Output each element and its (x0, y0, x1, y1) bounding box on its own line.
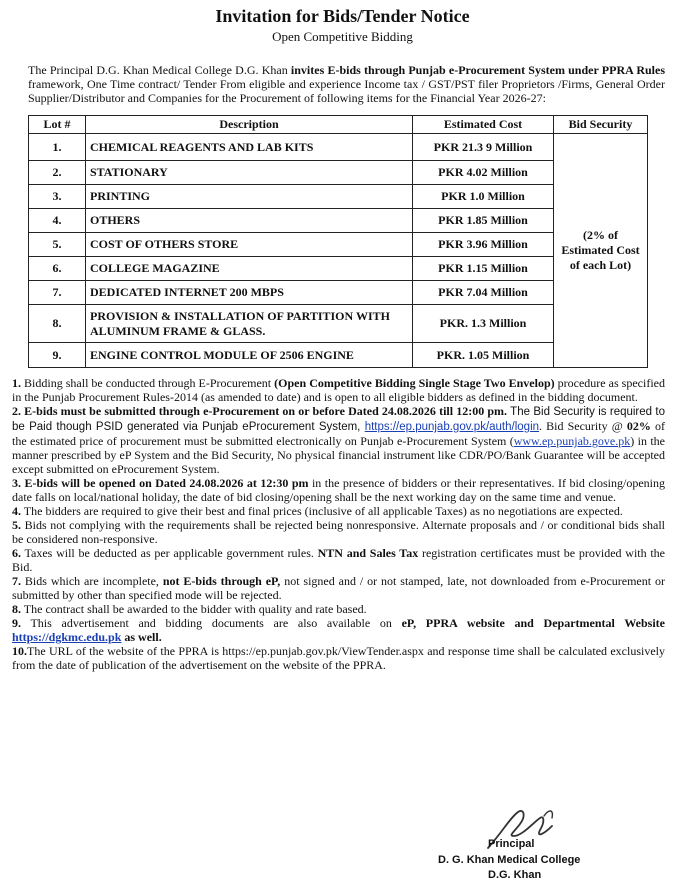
term-2 (12, 404, 665, 476)
intro-text-end: framework, One Time contract/ Tender From eligible and experience Income tax / GST/PST filer Proprietors /Firms, General Order Supplier/Distributor and Companies for the Procurement of following items for the Financial Year 2026-27: (28, 77, 665, 105)
term-number: 1. (12, 376, 21, 390)
term-bold-text: must be submitted through e-Procurement on or before Dated 24.08.2026 till 12:00 pm. (60, 404, 508, 418)
term-text: Bidding shall be conducted through E-Procurement (21, 376, 275, 390)
term-text: Taxes will be deducted as per applicable government rules. (21, 546, 318, 560)
term-text: registration certificates must be provided with the Bid. (12, 546, 666, 574)
term-number: 2. (12, 404, 21, 418)
table-row (29, 134, 648, 161)
dgkmc-website-link[interactable]: https://dgkmc.edu.pk (12, 630, 122, 644)
term-text: Bids which are incomplete, (21, 574, 163, 588)
lot-description: CHEMICAL REAGENTS AND LAB KITS (86, 134, 413, 161)
signatory-city: D.G. Khan (488, 869, 542, 881)
table-header-row (29, 116, 648, 134)
term-bold-text: NTN and Sales Tax (317, 546, 419, 560)
term-8 (12, 602, 665, 616)
intro-bold-text: invites E-bids through Punjab e-Procurement System under PPRA Rules (290, 63, 665, 77)
term-number: 3. (12, 476, 21, 490)
term-7 (12, 574, 665, 602)
notice-title: Invitation for Bids/Tender Notice (215, 6, 470, 26)
lot-cost: PKR 1.15 Million (413, 257, 554, 281)
term-number: 5. (12, 518, 21, 532)
term-bold-text: as well. (121, 630, 162, 644)
term-text: The Bid Security is required to be Paid though PSID generated via Punjab eProcurement System, (12, 406, 665, 433)
term-bold-text: E-bids (21, 404, 61, 418)
lot-description: COST OF OTHERS STORE (86, 233, 413, 257)
lot-number: 8. (29, 305, 86, 343)
term-3 (12, 476, 665, 504)
lot-cost: PKR 7.04 Million (413, 281, 554, 305)
ep-punjab-link[interactable]: www.ep.punjab.gove.pk (513, 434, 631, 448)
intro-paragraph (28, 63, 665, 105)
lot-cost: PKR. 1.3 Million (413, 305, 554, 343)
ep-login-link[interactable]: https://ep.punjab.gov.pk/auth/login (364, 421, 540, 433)
term-1 (12, 376, 665, 404)
term-number: 10. (12, 644, 27, 658)
lot-number: 2. (29, 161, 86, 185)
lot-cost: PKR 4.02 Million (413, 161, 554, 185)
term-bold-text: eP, PPRA website and Departmental Website (401, 616, 665, 630)
lot-description: PROVISION & INSTALLATION OF PARTITION WITH ALUMINUM FRAME & GLASS. (86, 305, 413, 343)
term-number: 7. (12, 574, 21, 588)
term-5 (12, 518, 665, 546)
lot-description: COLLEGE MAGAZINE (86, 257, 413, 281)
term-text: procedure as specified in the Punjab Procurement Rules-2014 (as amended to date) and is open to all eligible bidders as defined in the bidding document. (12, 376, 665, 404)
term-text: . Bid Security @ (539, 419, 627, 433)
term-text: The bidders are required to give their best and final prices (inclusive of all applicable Taxes) as no negotiations are expected. (21, 504, 623, 518)
lot-description: OTHERS (86, 209, 413, 233)
header-cost: Estimated Cost (413, 116, 554, 134)
term-6 (12, 546, 665, 574)
term-number: 6. (12, 546, 21, 560)
term-text: not signed and / or not stamped, late, not downloaded from e-Procurement or submitted by other than specified mode will be rejected. (12, 574, 665, 602)
term-bold-text: 02% (626, 419, 651, 433)
term-bold-text: E-bids will be opened on Dated 24.08.2026 at 12:30 pm (21, 476, 309, 490)
term-text: of the estimated price of procurement must be submitted electronically on Punjab e-Procurement System ( (12, 419, 665, 448)
term-number: 4. (12, 504, 21, 518)
terms-list (12, 376, 665, 672)
lot-cost: PKR 1.0 Million (413, 185, 554, 209)
lot-number: 4. (29, 209, 86, 233)
term-text: The URL of the website of the PPRA is https://ep.punjab.gov.pk/ViewTender.aspx and response time shall be calculated exclusively from the date of publication of the advertisement on the website of the PPRA. (12, 644, 665, 672)
lot-number: 9. (29, 343, 86, 368)
notice-subtitle: Open Competitive Bidding (272, 29, 413, 44)
signatory-org: D. G. Khan Medical College (438, 854, 581, 866)
intro-text: The Principal D.G. Khan Medical College D.G. Khan (28, 63, 291, 77)
lot-description: DEDICATED INTERNET 200 MBPS (86, 281, 413, 305)
signatory-title: Principal (488, 838, 535, 850)
lot-number: 7. (29, 281, 86, 305)
term-text: The contract shall be awarded to the bidder with quality and rate based. (21, 602, 367, 616)
lot-description: ENGINE CONTROL MODULE OF 2506 ENGINE (86, 343, 413, 368)
header-lot: Lot # (29, 116, 86, 134)
header-security: Bid Security (554, 116, 648, 134)
term-text: ) in the manner prescribed by eP System and the Bid Security, No physical financial instrument like CDR/PO/Bank Guarantee will be accepted except submitted on eProcurement System. (12, 434, 665, 476)
lot-number: 1. (29, 134, 86, 161)
term-9 (12, 616, 665, 644)
header-description: Description (86, 116, 413, 134)
term-bold-text: (Open Competitive Bidding Single Stage Two Envelop) (274, 376, 555, 390)
lot-cost: PKR 3.96 Million (413, 233, 554, 257)
lot-description: STATIONARY (86, 161, 413, 185)
lot-description: PRINTING (86, 185, 413, 209)
term-bold-text: not E-bids through eP, (162, 574, 281, 588)
term-text: This advertisement and bidding documents are also available on (21, 616, 402, 630)
term-text: Bids not complying with the requirements shall be rejected being nonresponsive. Alternate proposals and / or conditional bids shall be considered non-responsive. (12, 518, 665, 546)
bid-security-cell: (2% of Estimated Cost of each Lot) (554, 134, 648, 368)
term-number: 9. (12, 616, 21, 630)
lot-cost: PKR 21.3 9 Million (413, 134, 554, 161)
term-4 (12, 504, 665, 518)
lot-number: 5. (29, 233, 86, 257)
term-10 (12, 644, 665, 672)
lot-number: 6. (29, 257, 86, 281)
term-number: 8. (12, 602, 21, 616)
lot-cost: PKR 1.85 Million (413, 209, 554, 233)
term-text: in the presence of bidders or their representatives. If bid closing/opening date falls on local/national holiday, the date of bid closing/opening shall be the next working day on the same time and venue. (12, 476, 665, 504)
lot-cost: PKR. 1.05 Million (413, 343, 554, 368)
lot-number: 3. (29, 185, 86, 209)
bids-table (28, 115, 648, 368)
